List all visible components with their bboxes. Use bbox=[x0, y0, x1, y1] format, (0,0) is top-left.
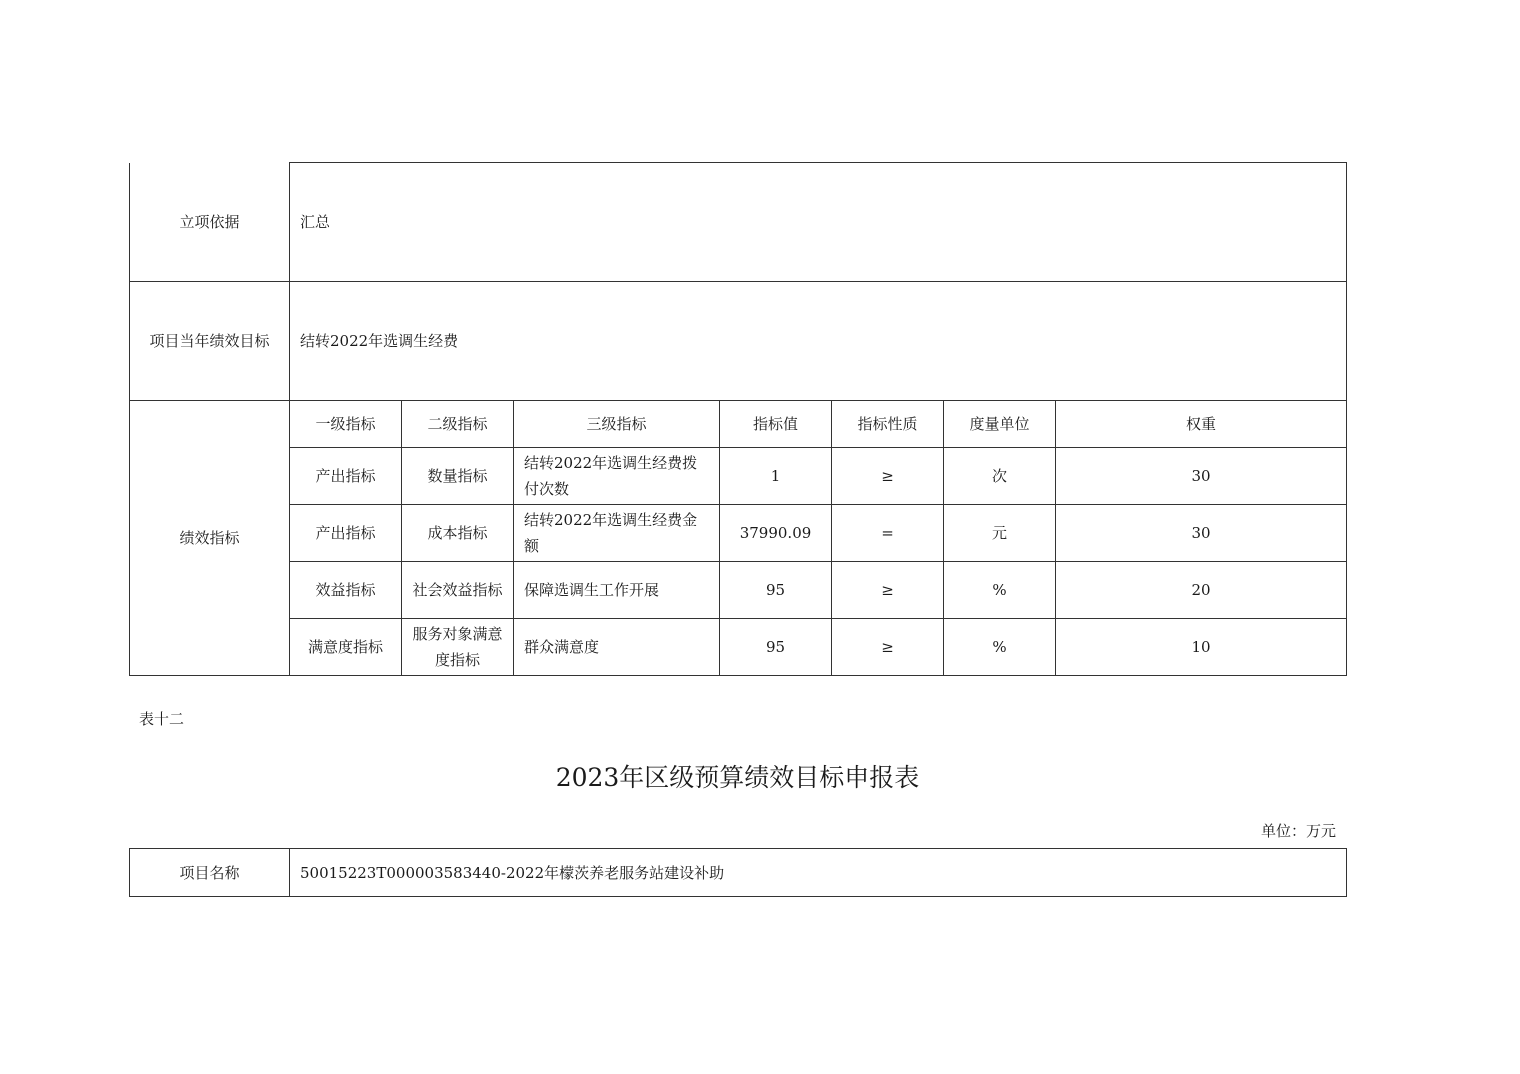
header-cell: 指标性质 bbox=[832, 401, 944, 448]
weight-cell: 30 bbox=[1056, 505, 1347, 562]
header-cell: 三级指标 bbox=[514, 401, 720, 448]
level1-cell: 产出指标 bbox=[290, 448, 402, 505]
level1-cell: 效益指标 bbox=[290, 562, 402, 619]
header-cell: 指标值 bbox=[720, 401, 832, 448]
project-table bbox=[129, 848, 1347, 897]
value-cell: 95 bbox=[720, 619, 832, 676]
unit-label: 单位：万元 bbox=[1260, 822, 1336, 840]
goal-value: 结转2022年选调生经费 bbox=[290, 282, 1347, 401]
unit-cell: % bbox=[944, 562, 1056, 619]
weight-cell: 30 bbox=[1056, 448, 1347, 505]
level3-cell: 群众满意度 bbox=[514, 619, 720, 676]
table-row bbox=[130, 562, 1347, 619]
table-row bbox=[130, 448, 1347, 505]
level2-cell: 社会效益指标 bbox=[402, 562, 514, 619]
table-row bbox=[130, 505, 1347, 562]
table-row bbox=[130, 619, 1347, 676]
page-title: 2023年区级预算绩效目标申报表 bbox=[555, 763, 920, 792]
value-cell: 37990.09 bbox=[720, 505, 832, 562]
level2-cell: 服务对象满意度指标 bbox=[402, 619, 514, 676]
unit-cell: 次 bbox=[944, 448, 1056, 505]
level2-cell: 成本指标 bbox=[402, 505, 514, 562]
nature-cell: ≥ bbox=[832, 562, 944, 619]
goal-label: 项目当年绩效目标 bbox=[130, 282, 290, 401]
nature-cell: ≥ bbox=[832, 619, 944, 676]
nature-cell: ≥ bbox=[832, 448, 944, 505]
table-number-label: 表十二 bbox=[139, 710, 185, 728]
header-cell: 二级指标 bbox=[402, 401, 514, 448]
value-cell: 1 bbox=[720, 448, 832, 505]
header-cell: 权重 bbox=[1056, 401, 1347, 448]
basis-label: 立项依据 bbox=[130, 163, 290, 282]
unit-cell: 元 bbox=[944, 505, 1056, 562]
level2-cell: 数量指标 bbox=[402, 448, 514, 505]
perf-label: 绩效指标 bbox=[130, 401, 290, 676]
weight-cell: 10 bbox=[1056, 619, 1347, 676]
level3-cell: 结转2022年选调生经费金额 bbox=[514, 505, 720, 562]
weight-cell: 20 bbox=[1056, 562, 1347, 619]
header-cell: 度量单位 bbox=[944, 401, 1056, 448]
header-cell: 一级指标 bbox=[290, 401, 402, 448]
level3-cell: 保障选调生工作开展 bbox=[514, 562, 720, 619]
level3-cell: 结转2022年选调生经费拨付次数 bbox=[514, 448, 720, 505]
project-name-value: 50015223T000003583440-2022年檬茨养老服务站建设补助 bbox=[290, 849, 1347, 897]
value-cell: 95 bbox=[720, 562, 832, 619]
level1-cell: 满意度指标 bbox=[290, 619, 402, 676]
nature-cell: = bbox=[832, 505, 944, 562]
performance-table-continued bbox=[129, 162, 1347, 676]
level1-cell: 产出指标 bbox=[290, 505, 402, 562]
basis-value: 汇总 bbox=[290, 163, 1347, 282]
unit-cell: % bbox=[944, 619, 1056, 676]
project-name-label: 项目名称 bbox=[130, 849, 290, 897]
